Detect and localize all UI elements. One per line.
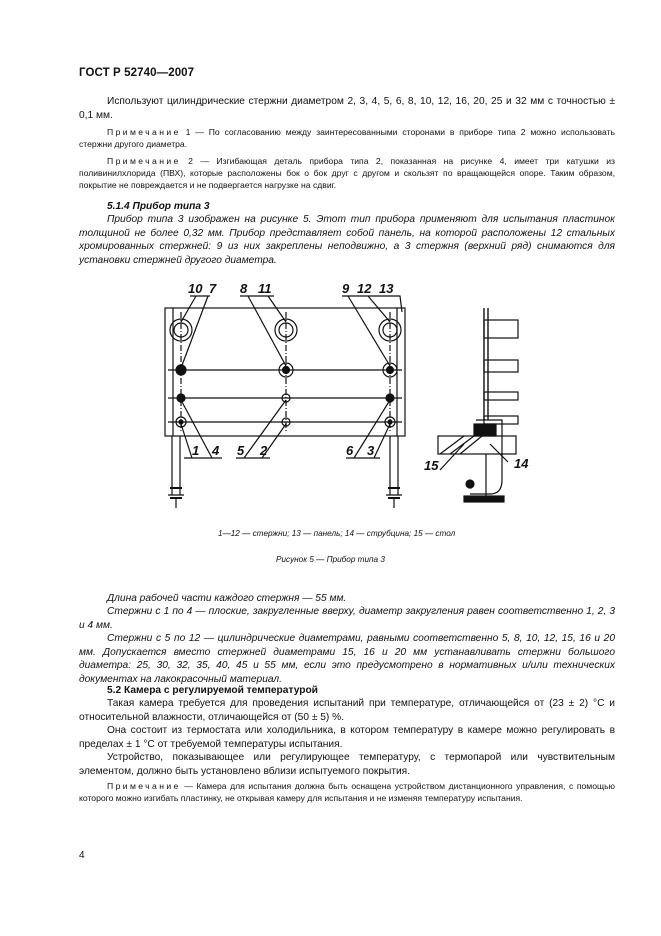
label-14: 14 [514, 456, 529, 471]
label-11: 11 [258, 281, 272, 296]
figure-legend: 1—12 — стержни; 13 — панель; 14 — струбцина; 15 — стол [218, 529, 456, 538]
label-8: 8 [240, 281, 248, 296]
paragraph-cylindrical-rods: Стержни с 5 по 12 — цилиндрические диаметрами, равными соответственно 5, 8, 10, 12, 15, 16 и 20 мм. Допускается вместо стержней диаметрами 15, 16 и 20 мм устанавливать стержни большого диаметра: 25, 30, 32, 35, 40, 45 и 55 мм, если это предусмотрено в нормативных и/или технических документах на лакокрасочный материал. [79, 633, 615, 685]
note-label: Примечание [107, 781, 181, 791]
label-10: 10 [188, 281, 203, 296]
note-1 [79, 126, 615, 150]
leg-right [386, 436, 402, 495]
note-text: 1 — По согласованию между заинтересованными сторонами в приборе типа 2 можно использовать стержни другого диаметра. [79, 127, 615, 150]
label-13: 13 [379, 281, 394, 296]
label-6: 6 [346, 443, 354, 458]
paragraph-rods: Используют цилиндрические стержни диаметром 2, 3, 4, 5, 6, 8, 10, 12, 16, 20, 25 и 32 мм с точностью ± 0,1 мм. [79, 96, 615, 121]
figure-device-type-3 [150, 276, 540, 516]
label-5: 5 [237, 443, 245, 458]
note-text: 2 — Изгибающая деталь прибора типа 2, показанная на рисунке 4, имеет три катушки из поливинилхлорида (ПВХ), которые расположены бок о бок друг с другом и скользят по вращающейся опоре. Таким образом, покрытие не повреждается и не подвергается нагрузке на сдвиг. [79, 156, 615, 191]
note-label: Примечание [107, 127, 181, 137]
section-heading-514: 5.1.4 Прибор типа 3 [107, 201, 210, 212]
paragraph-length: Длина рабочей части каждого стержня — 55 мм. [107, 593, 347, 604]
note-3 [79, 780, 615, 804]
paragraph-chamber-2: Она состоит из термостата или холодильника, в котором температуру в камере можно регулировать в пределах ± 1 °С от требуемой температуры испытания. [79, 725, 615, 750]
figure-caption: Рисунок 5 — Прибор типа 3 [276, 555, 385, 564]
paragraph-flat-rods: Стержни с 1 по 4 — плоские, закругленные вверху, диаметр закругления равен соответственно 1, 2, 3 и 4 мм. [79, 606, 615, 631]
section-heading-52: 5.2 Камера с регулируемой температурой [107, 685, 318, 696]
label-4: 4 [212, 443, 220, 458]
label-1: 1 [192, 443, 200, 458]
paragraph-type3: Прибор типа 3 изображен на рисунке 5. Этот тип прибора применяют для испытания пластинок толщиной не более 0,32 мм. Прибор представляет собой панель, на которой расположены 12 стальных хромированных стержней: 9 из них закреплены неподвижно, а 3 стержня (верхний ряд) снимаются для установки стержней другого диаметра. [79, 214, 615, 266]
table-section [438, 436, 516, 454]
label-2: 2 [260, 443, 268, 458]
page-header: ГОСТ Р 52740—2007 [79, 67, 195, 79]
page-number: 4 [79, 850, 85, 861]
note-label: Примечание [107, 156, 181, 166]
label-9: 9 [342, 281, 350, 296]
paragraph-chamber-3: Устройство, показывающее или регулирующее температуру, с термопарой или чувствительным элементом, должно быть установлено вблизи испытуемого покрытия. [79, 752, 615, 777]
paragraph-chamber-1: Такая камера требуется для проведения испытаний при температуре, отличающейся от (23 ± 2) °С и относительной влажности, отличающейся от (50 ± 5) %. [79, 698, 615, 723]
side-rod-top [484, 320, 518, 338]
label-12: 12 [357, 281, 372, 296]
note-text: — Камера для испытания должна быть оснащена устройством дистанционного управления, с помощью которого можно изгибать пластинку, не открывая камеру для испытания и не изменяя температуру испытания. [79, 781, 615, 804]
label-7: 7 [209, 281, 217, 296]
label-15: 15 [424, 458, 439, 473]
note-2 [79, 155, 615, 192]
leg-left [168, 436, 184, 495]
label-3: 3 [367, 443, 375, 458]
